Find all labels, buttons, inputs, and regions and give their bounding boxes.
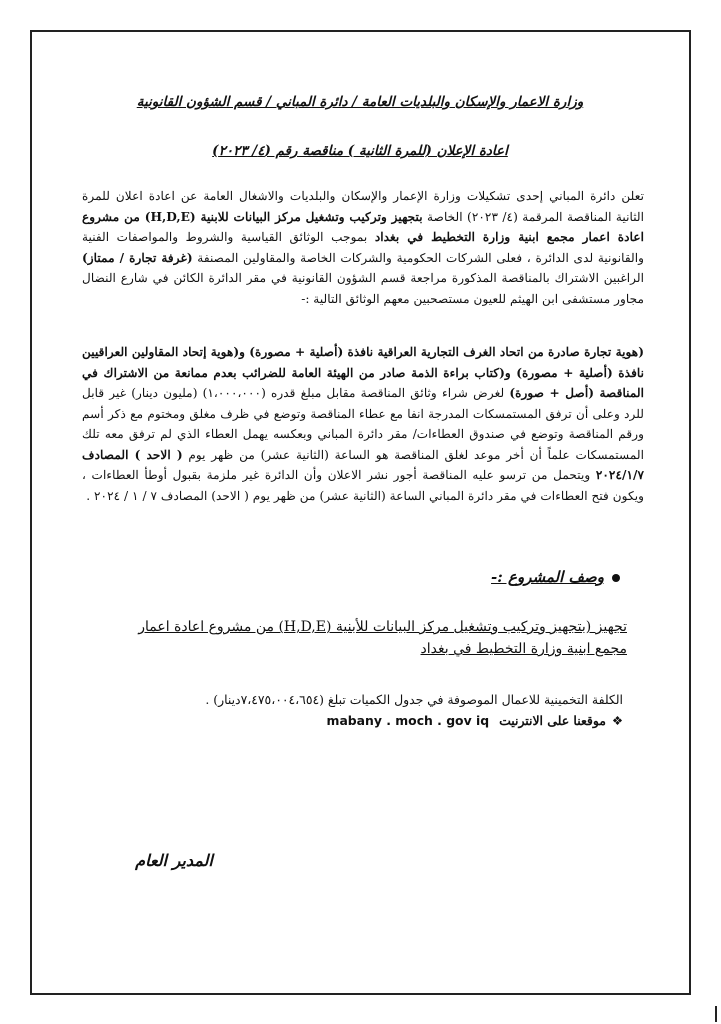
website-url: mabany . moch . gov iq xyxy=(326,713,490,728)
documents-text-d: ويتحمل من ترسو عليه المناقصة أجور نشر الاعلان وأن الدائرة غير ملزمة بقبول أوطأ العطاءات ، ويكون فتح العطاءات في مقر دائرة المباني الساعة (الثانية عشر) من ظهر يوم ( الاحد) المصادف ٧ / ١ / ٢٠٢٤ . xyxy=(82,468,644,503)
documents-text-b: لغرض شراء وثائق المناقصة مقابل مبلغ قدره (١،٠٠٠،٠٠٠) (مليون دينار) غير قابل للرد وعلى أن ترفق المستمسكات المدرجة انفا مع عطاء المناقصة وتوضع في ظرف مغلق ومختوم مع ذكر أسم ورقم المناقصة وتوضع في صندوق العطاءات/ مقر دائرة المباني وبعكسه يهمل العطاء الذي لم ترفق معه تلك المستمسكات علماً أن أخر موعد لغلق المناقصة هو الساعة (الثانية عشر) من ظهر يوم xyxy=(82,386,644,462)
intro-text-b: بتجهيز وتركيب وتشغيل مركز البيانات للابنية (H,D,E) من مشروع اعادة اعمار مجمع ابنية وزارة التخطيط في بغداد xyxy=(82,209,644,244)
ministry-header: وزارة الاعمار والإسكان والبلديات العامة / دائرة المباني / قسم الشؤون القانونية xyxy=(136,94,584,110)
general-director-signature: المدير العام xyxy=(135,851,213,870)
website-label: موقعنا على الانترنيت xyxy=(499,713,606,728)
diamond-bullet-icon: ❖ xyxy=(611,713,623,728)
documents-text-c: ( الاحد ) المصادف ٢٠٢٤/١/٧ xyxy=(82,447,644,482)
edge-mark xyxy=(715,1006,717,1022)
project-heading: وصف المشروع :- xyxy=(491,568,604,586)
project-description: تجهيز (بتجهيز وتركيب وتشغيل مركز البيانات للأبنية (H,D,E) من مشروع اعادة اعمار مجمع ابنية وزارة التخطيط في بغداد xyxy=(138,619,627,657)
intro-text-a: تعلن دائرة المباني إحدى تشكيلات وزارة الإعمار والإسكان والبلديات والاشغال العامة عن اعادة اعلان للمرة الثانية المناقصة المرقمة (٤/ ٢٠٢٣) الخاصة xyxy=(82,189,644,224)
documents-paragraph xyxy=(82,342,644,506)
intro-text-d: (غرفة تجارة / ممتاز) xyxy=(82,250,193,265)
website-line xyxy=(118,711,623,731)
intro-text-c: بموجب الوثائق القياسية والشروط والمواصفات الفنية والقانونية لدى الدائرة ، فعلى الشركات الحكومية والشركات الخاصة والمقاولين المصنفة xyxy=(82,230,644,265)
documents-text-a: (هوية تجارة صادرة من اتحاد الغرف التجارية العراقية نافذة (أصلية + مصورة) و(هوية إتحاد المقاولين العراقيين نافذة (أصلية + مصورة) و(كتاب براءة الذمة صادر من الهيئة العامة للضرائب بعدم ممانعة من الاشتراك في المناقصة (أصل + صورة) xyxy=(82,345,644,400)
intro-paragraph xyxy=(82,186,644,309)
announcement-title: اعادة الإعلان (للمرة الثانية ) مناقصة رقم (٤/ ٢٠٢٣) xyxy=(212,143,508,159)
intro-text-e: الراغبين الاشتراك بالمناقصة المذكورة مراجعة قسم الشؤون القانونية في مقر الدائرة الكائن في شارع النضال مجاور مستشفى ابن الهيثم للعيون مستصحبين معهم الوثائق التالية :- xyxy=(82,271,644,306)
bullet-icon xyxy=(612,574,620,582)
estimated-cost: الكلفة التخمينية للاعمال الموصوفة في جدول الكميات تبلغ (٧،٤٧٥،٠٠٤،٦٥٤دينار) . xyxy=(205,692,623,707)
project-heading-row xyxy=(320,568,620,586)
